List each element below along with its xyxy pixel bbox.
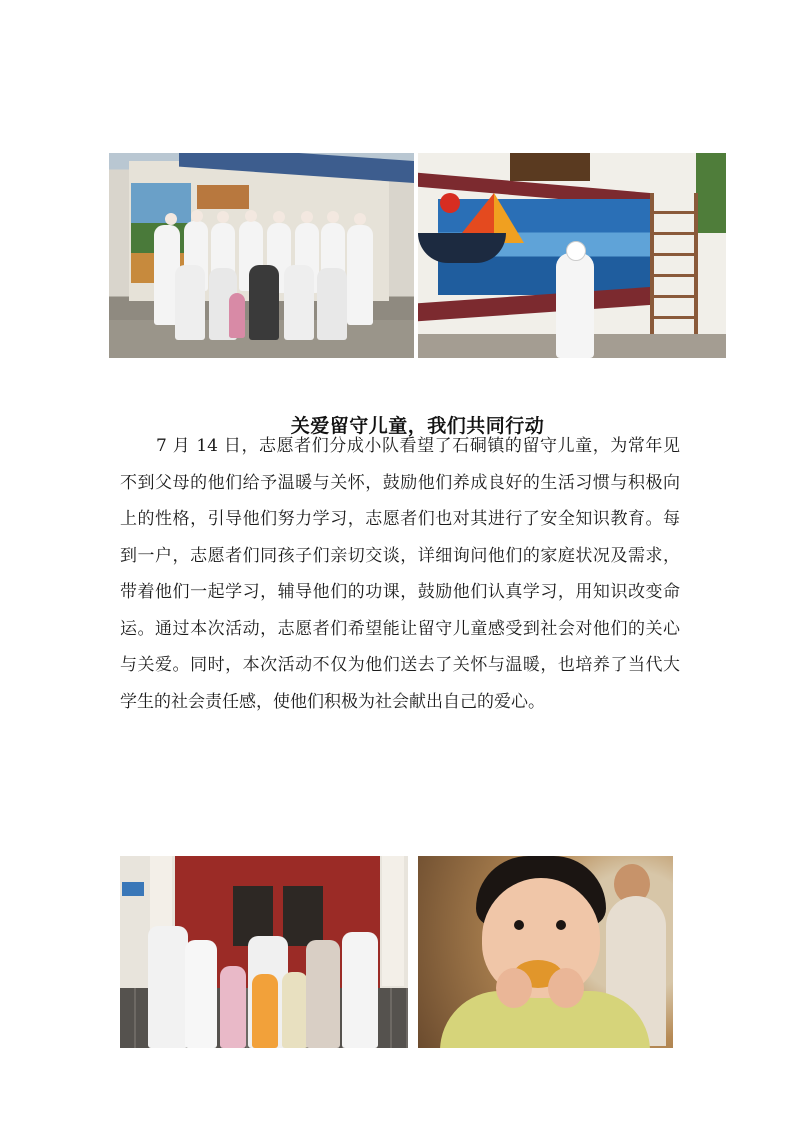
photo-person	[347, 225, 373, 325]
photo-head	[301, 211, 313, 223]
photo-child	[220, 966, 246, 1048]
photo-head	[165, 213, 177, 225]
photo-child-shirt	[440, 991, 650, 1048]
photo-head	[327, 211, 339, 223]
photo-head	[354, 213, 366, 225]
article-heading: 关爱留守儿童，我们共同行动	[290, 414, 545, 437]
photo-painter	[556, 253, 594, 358]
photo-person	[317, 268, 347, 340]
photo-child	[282, 972, 308, 1048]
photo-person	[342, 932, 378, 1048]
photo-child-eating	[418, 856, 673, 1048]
photo-family-with-volunteers	[120, 856, 408, 1048]
photo-trees	[696, 153, 726, 233]
photo-child-eye	[514, 920, 524, 930]
photo-volunteer-group-wall	[109, 153, 414, 358]
article-paragraph: 7 月 14 日，志愿者们分成小队看望了石硐镇的留守儿童，为常年见不到父母的他们给予温暖与关怀，鼓励他们养成良好的生活习惯与积极向上的性格，引导他们努力学习，志愿者们也对其进行了安全知识教育。每到一户，志愿者们同孩子们亲切交谈，详细询问他们的家庭状况及需求，带着他们一起学习，辅导他们的功课，鼓励他们认真学习，用知识改变命运。通过本次活动，志愿者们希望能让留守儿童感受到社会对他们的关心与关爱。同时，本次活动不仅为他们送去了关怀与温暖，也培养了当代大学生的社会责任感，使他们积极为社会献出自己的爱心。	[120, 436, 680, 712]
photo-wall-sign	[197, 185, 249, 209]
photo-window	[510, 153, 590, 181]
photo-person	[185, 940, 217, 1048]
photo-head	[273, 211, 285, 223]
photo-couplet-right	[382, 856, 404, 986]
photo-head	[217, 211, 229, 223]
photo-person	[284, 265, 314, 340]
photo-person	[175, 265, 205, 340]
photo-head	[191, 210, 203, 222]
photo-child-eye	[556, 920, 566, 930]
photo-house-number	[122, 882, 144, 896]
photo-child-hand	[496, 968, 532, 1008]
photo-child	[252, 974, 278, 1048]
photo-child	[229, 293, 245, 338]
photo-person	[148, 926, 188, 1048]
photo-person	[306, 940, 340, 1048]
photo-painter-head	[566, 241, 586, 261]
photo-head	[245, 210, 257, 222]
photo-mural-emblem	[440, 193, 460, 213]
photo-person	[249, 265, 279, 340]
photo-volunteer-painting-mural	[418, 153, 726, 358]
photo-door-panel	[283, 886, 323, 946]
photo-child-hand	[548, 968, 584, 1008]
